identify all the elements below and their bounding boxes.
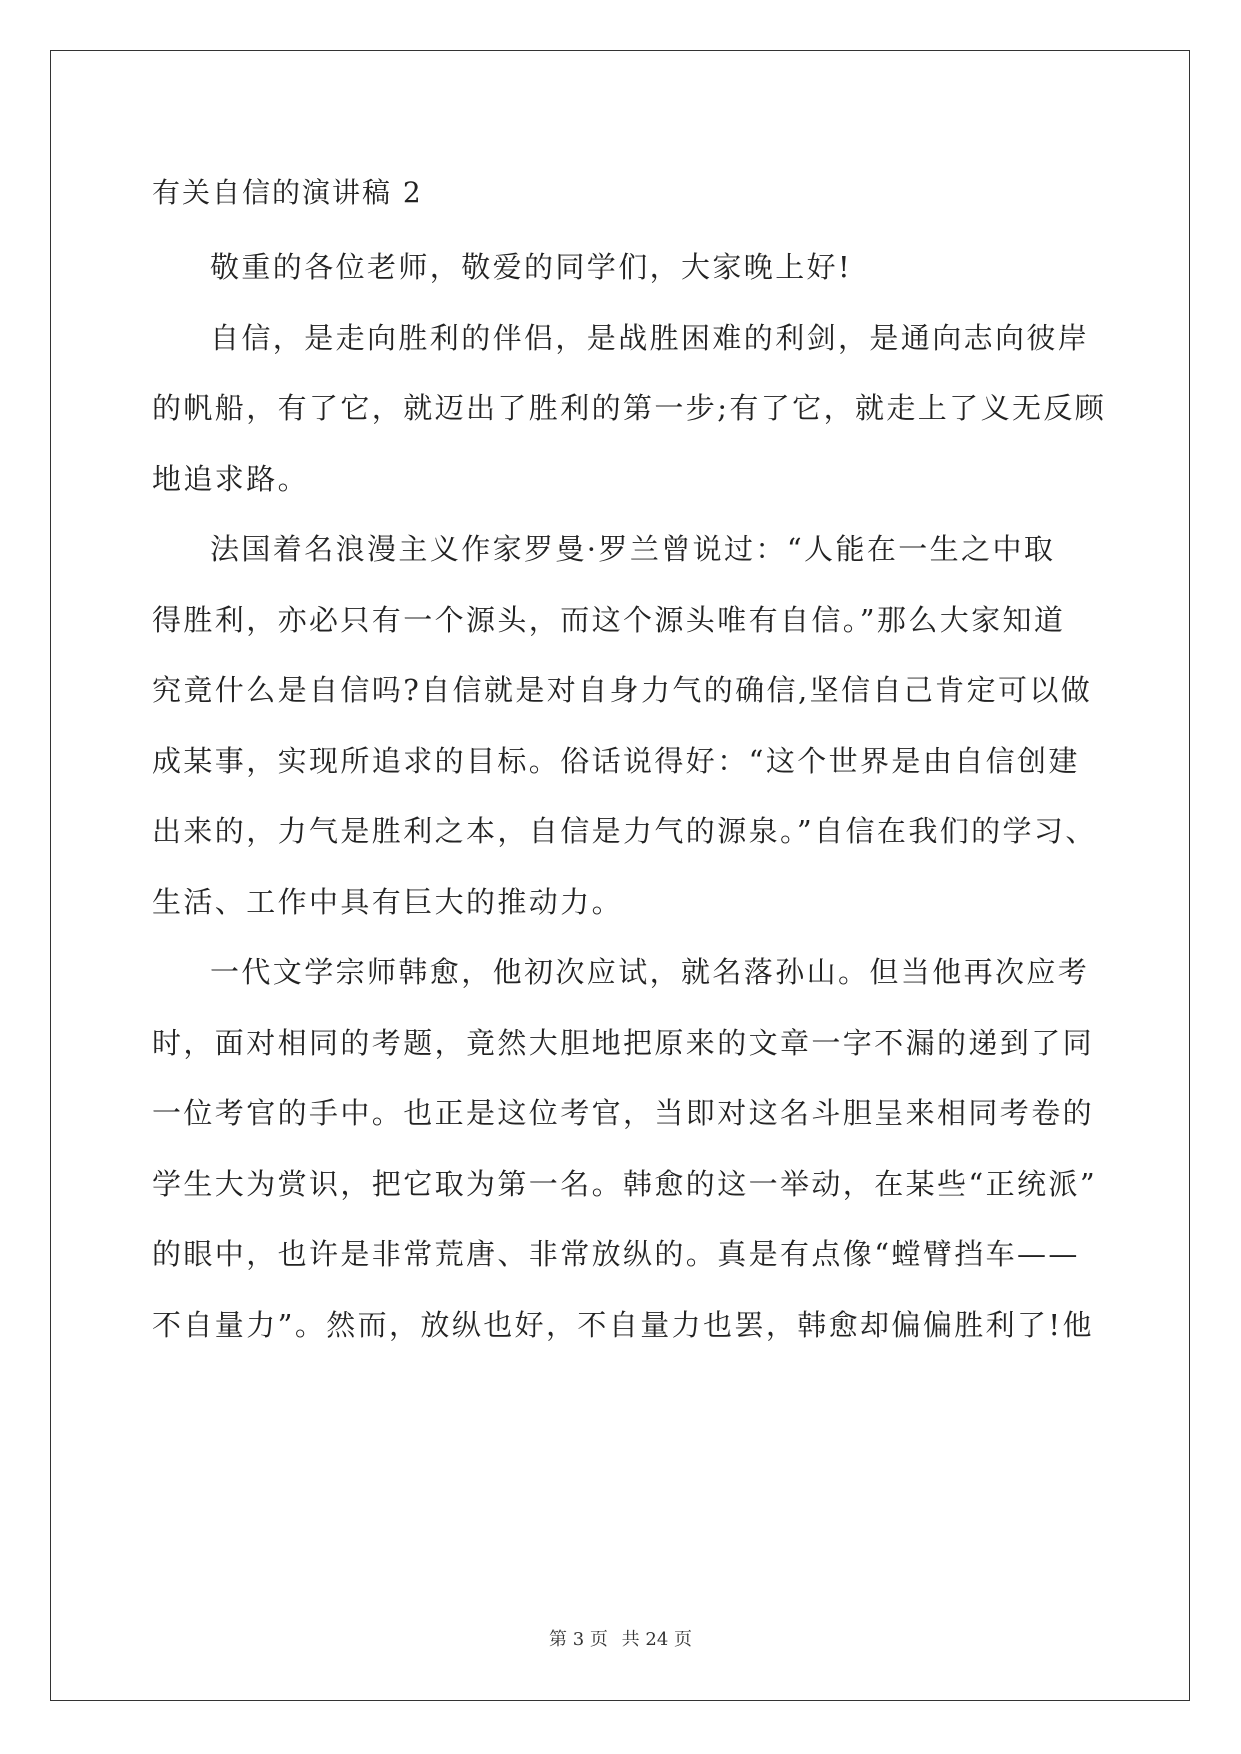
page-number: 第 3 页: [549, 1629, 608, 1650]
paragraph-line: 得胜利，亦必只有一个源头，而这个源头唯有自信。”那么大家知道: [152, 603, 1066, 637]
paragraph-line: 地追求路。: [152, 462, 310, 496]
paragraph-line: 学生大为赏识，把它取为第一名。韩愈的这一举动，在某些“正统派”: [152, 1167, 1098, 1201]
paragraph-line: 成某事，实现所追求的目标。俗话说得好：“这个世界是由自信创建: [152, 744, 1080, 778]
paragraph-line: 的眼中，也许是非常荒唐、非常放纵的。真是有点像“螳臂挡车——: [152, 1237, 1080, 1271]
paragraph-line: 不自量力”。然而，放纵也好，不自量力也罢，韩愈却偏偏胜利了!他: [152, 1308, 1094, 1342]
paragraph-line: 敬重的各位老师，敬爱的同学们，大家晚上好!: [210, 250, 853, 284]
document-title: 有关自信的演讲稿 2: [152, 176, 423, 209]
paragraph-line: 法国着名浪漫主义作家罗曼·罗兰曾说过：“人能在一生之中取: [210, 532, 1056, 566]
page-footer: [0, 1628, 1241, 1652]
paragraph-line: 一代文学宗师韩愈，他初次应试，就名落孙山。但当他再次应考: [210, 955, 1090, 989]
paragraph-line: 时，面对相同的考题，竟然大胆地把原来的文章一字不漏的递到了同: [152, 1026, 1095, 1060]
page-total: 共 24 页: [621, 1629, 692, 1650]
paragraph-line: 自信，是走向胜利的伴侣，是战胜困难的利剑，是通向志向彼岸: [210, 321, 1090, 355]
paragraph-line: 的帆船，有了它，就迈出了胜利的第一步;有了它，就走上了义无反顾: [152, 391, 1107, 425]
paragraph-line: 出来的，力气是胜利之本，自信是力气的源泉。”自信在我们的学习、: [152, 814, 1097, 848]
paragraph-line: 一位考官的手中。也正是这位考官，当即对这名斗胆呈来相同考卷的: [152, 1096, 1095, 1130]
paragraph-line: 生活、工作中具有巨大的推动力。: [152, 885, 624, 919]
paragraph-line: 究竟什么是自信吗?自信就是对自身力气的确信,坚信自己肯定可以做: [152, 673, 1093, 707]
page-frame: [50, 50, 1190, 1701]
